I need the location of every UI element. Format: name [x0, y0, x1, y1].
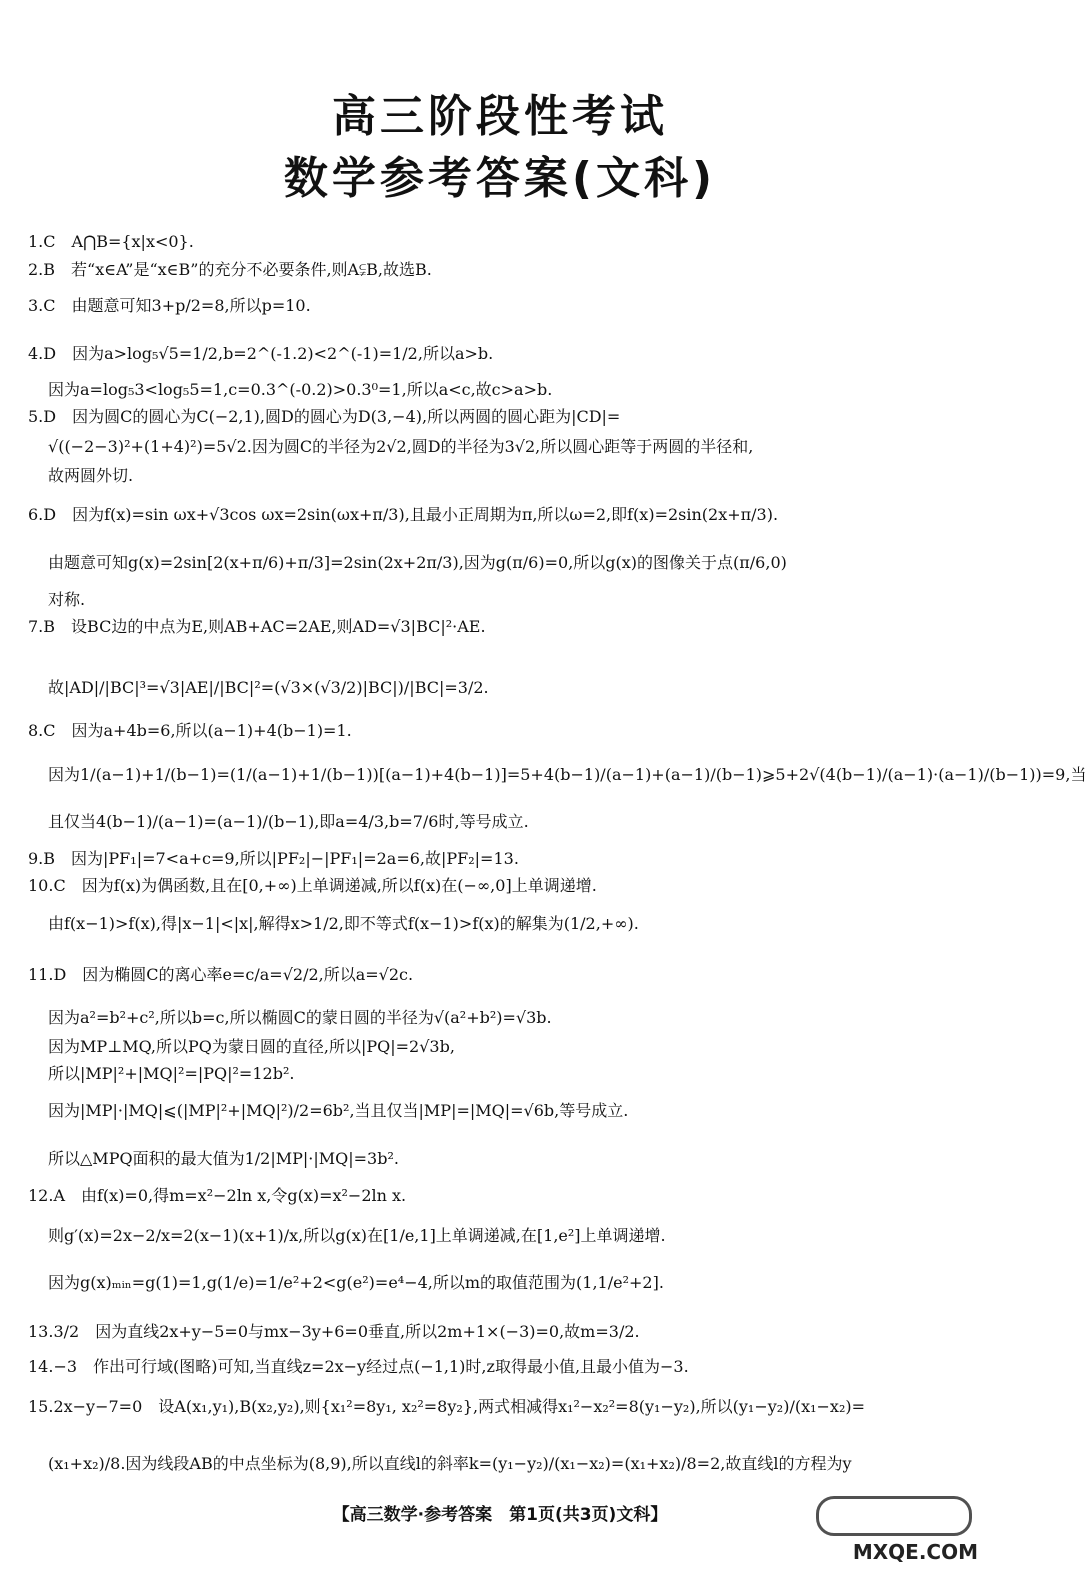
answer-line: 所以△MPQ面积的最大值为1/2|MP|·|MQ|=3b². [48, 1149, 399, 1168]
answer-line: 因为g(x)ₘᵢₙ=g(1)=1,g(1/e)=1/e²+2<g(e²)=e⁴−4,所以m的取值范围为(1,1/e²+2]. [48, 1273, 664, 1292]
answer-line: 2.B 若“x∈A”是“x∈B”的充分不必要条件,则A⫋B,故选B. [28, 260, 432, 279]
answer-line: 由f(x−1)>f(x),得|x−1|<|x|,解得x>1/2,即不等式f(x−1)>f(x)的解集为(1/2,+∞). [48, 914, 639, 933]
answer-line: 对称. [48, 590, 86, 609]
answer-line: 因为MP⊥MQ,所以PQ为蒙日圆的直径,所以|PQ|=2√3b, [48, 1037, 455, 1056]
answer-line: 因为a=log₅3<log₅5=1,c=0.3^(-0.2)>0.3⁰=1,所以a<c,故c>a>b. [48, 380, 553, 399]
answer-line: 1.C A⋂B={x|x<0}. [28, 232, 194, 251]
answer-line: (x₁+x₂)/8.因为线段AB的中点坐标为(8,9),所以直线l的斜率k=(y₁−y₂)/(x₁−x₂)=(x₁+x₂)/8=2,故直线l的方程为y [48, 1454, 852, 1473]
answer-line: 则g′(x)=2x−2/x=2(x−1)(x+1)/x,所以g(x)在[1/e,1]上单调递减,在[1,e²]上单调递增. [48, 1226, 666, 1245]
watermark-logo-icon [816, 1496, 972, 1536]
answer-line: 14.−3 作出可行域(图略)可知,当直线z=2x−y经过点(−1,1)时,z取得最小值,且最小值为−3. [28, 1357, 689, 1376]
answer-line: 7.B 设BC边的中点为E,则AB+AC=2AE,则AD=√3|BC|²·AE. [28, 617, 486, 636]
answer-line: 4.D 因为a>log₅√5=1/2,b=2^(-1.2)<2^(-1)=1/2,所以a>b. [28, 344, 494, 363]
answer-line: 且仅当4(b−1)/(a−1)=(a−1)/(b−1),即a=4/3,b=7/6时,等号成立. [48, 812, 529, 831]
answer-line: 9.B 因为|PF₁|=7<a+c=9,所以|PF₂|−|PF₁|=2a=6,故|PF₂|=13. [28, 849, 519, 868]
page-title-2: 数学参考答案(文科) [283, 153, 717, 204]
answer-line: 10.C 因为f(x)为偶函数,且在[0,+∞)上单调递减,所以f(x)在(−∞,0]上单调递增. [28, 876, 597, 895]
page-title-1: 高三阶段性考试 [332, 91, 668, 142]
answer-line: 因为a²=b²+c²,所以b=c,所以椭圆C的蒙日圆的半径为√(a²+b²)=√3b. [48, 1008, 552, 1027]
answer-line: 15.2x−y−7=0 设A(x₁,y₁),B(x₂,y₂),则{x₁²=8y₁, x₂²=8y₂},两式相减得x₁²−x₂²=8(y₁−y₂),所以(y₁−y₂)/(x₁−x₂)= [28, 1397, 866, 1416]
answer-line: 6.D 因为f(x)=sin ωx+√3cos ωx=2sin(ωx+π/3),且最小正周期为π,所以ω=2,即f(x)=2sin(2x+π/3). [28, 505, 779, 524]
answer-line: 故|AD|/|BC|³=√3|AE|/|BC|²=(√3×(√3/2)|BC|)/|BC|=3/2. [48, 678, 489, 697]
answer-line: 由题意可知g(x)=2sin[2(x+π/6)+π/3]=2sin(2x+2π/3),因为g(π/6)=0,所以g(x)的图像关于点(π/6,0) [48, 553, 787, 572]
answer-line: 12.A 由f(x)=0,得m=x²−2ln x,令g(x)=x²−2ln x. [28, 1186, 407, 1205]
answer-line: 所以|MP|²+|MQ|²=|PQ|²=12b². [48, 1064, 295, 1083]
page-footer: 【高三数学·参考答案 第1页(共3页)文科】 [332, 1505, 668, 1525]
answer-line: 5.D 因为圆C的圆心为C(−2,1),圆D的圆心为D(3,−4),所以两圆的圆心距为|CD|= [28, 407, 621, 426]
answer-line: 故两圆外切. [48, 466, 134, 485]
answer-line: 11.D 因为椭圆C的离心率e=c/a=√2/2,所以a=√2c. [28, 965, 414, 984]
watermark-text: MXQE.COM [852, 1540, 978, 1564]
answer-line: 13.3/2 因为直线2x+y−5=0与mx−3y+6=0垂直,所以2m+1×(−3)=0,故m=3/2. [28, 1322, 640, 1341]
answer-line: 因为|MP|·|MQ|⩽(|MP|²+|MQ|²)/2=6b²,当且仅当|MP|=|MQ|=√6b,等号成立. [48, 1101, 629, 1120]
answer-line: 8.C 因为a+4b=6,所以(a−1)+4(b−1)=1. [28, 721, 352, 740]
answer-line: 3.C 由题意可知3+p/2=8,所以p=10. [28, 296, 311, 315]
answer-line: √((−2−3)²+(1+4)²)=5√2.因为圆C的半径为2√2,圆D的半径为3√2,所以圆心距等于两圆的半径和, [48, 437, 754, 456]
answer-line: 因为1/(a−1)+1/(b−1)=(1/(a−1)+1/(b−1))[(a−1)+4(b−1)]=5+4(b−1)/(a−1)+(a−1)/(b−1)⩾5+2√(4(b−1)/(a−1)·(a−1)/(b−1))=9,当 [48, 765, 1086, 784]
